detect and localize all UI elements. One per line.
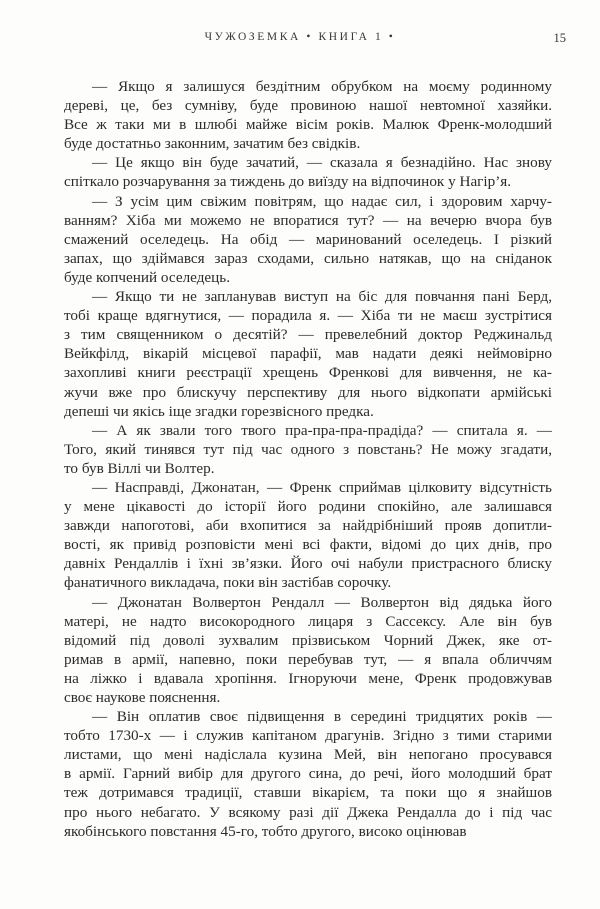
running-title: ЧУЖОЗЕМКА • КНИГА 1 • [204, 31, 396, 43]
text-line: тобто 1730-х — і служив капітаном драгунів. Згідно з тими старими [64, 727, 552, 745]
text-line: Все ж таки ми в шлюбі майже вісім років. Малюк Френк-молодший [64, 116, 552, 134]
text-line: листами, що мені надіслала кузина Мей, він непогано просувався [64, 746, 552, 764]
text-line: фанатичного викладача, поки він застібав сорочку. [64, 574, 392, 592]
text-line: запах, що здіймався зараз сходами, сильно натякав, що на сніданок [64, 249, 552, 267]
text-line: — Джонатан Волвертон Рендалл — Волвертон від дядька його [92, 593, 552, 611]
text-line: матері, не надто високородного лицаря з Сассексу. Але він був [64, 612, 552, 630]
paragraph [64, 192, 552, 287]
text-line: своє наукове пояснення. [64, 689, 221, 706]
text-block [64, 77, 552, 841]
text-line: — Це якщо він буде зачатий, — сказала я безнадійно. Нас знову [92, 154, 552, 172]
text-line: — А як звали того твого пра-пра-пра-прадіда? — спитала я. — [92, 421, 552, 439]
text-line: ванням? Хіба ми можемо не впоратися тут? — на вечерю вчора був [64, 211, 552, 229]
text-line: відомий під доволі зухвалим прізвиськом Чорний Джек, яке от- [64, 631, 552, 649]
text-line: у мене цікавості до історії його родини спокійно, але залишався [64, 498, 552, 516]
text-line: про нього небагато. У всякому разі дії Джека Рендалла до і під час [64, 803, 552, 821]
text-line: то був Віллі чи Волтер. [64, 459, 215, 477]
text-line: захопливі книги реєстрації хрещень Френкові для вивчення, не ка- [64, 364, 552, 382]
text-line: — Він оплатив своє підвищення в середині тридцятих років — [92, 708, 552, 726]
text-line: — Якщо я залишуся бездітним обрубком на моєму родинному [92, 78, 552, 95]
text-line: жучи вже про блискучу перспективу для нього відкопати армійські [64, 383, 552, 401]
text-line: якобінського повстання 45-го, тобто другого, високо оцінював [64, 822, 467, 840]
text-line: депеші чи якісь іще згадки горезвісного предка. [64, 402, 374, 420]
paragraph [64, 478, 552, 593]
text-line: — Насправді, Джонатан, — Френк сприймав цілковиту відсутність [92, 478, 552, 496]
running-head [64, 31, 566, 47]
paragraph [64, 153, 552, 191]
text-line: римав в армії, напевно, поки перебував тут, — я впала обличчям [64, 650, 552, 668]
text-line: теж дотримався традиції, ставши вікарієм, та поки що я знайшов [64, 784, 552, 802]
text-line: смажений оселедець. На обід — маринований оселедець. І різкий [64, 230, 552, 248]
text-line: Вейкфілд, вікарій місцевої парафії, мав надати деякі неймовірно [64, 345, 552, 363]
paragraph [64, 707, 552, 841]
paragraph [64, 287, 552, 421]
text-line: в армії. Гарний вибір для другого сина, до речі, його молодший брат [64, 765, 552, 783]
text-line: — Якщо ти не запланував виступ на біс для повчання пані Берд, [92, 288, 552, 306]
text-line: давніх Рендаллів і їхні зв’язки. Його очі набули пристрасного блиску [64, 555, 552, 573]
paragraph [64, 593, 552, 708]
paragraph [64, 77, 552, 153]
text-line: тобі краще вдягнутися, — порадила я. — Хіба ти не маєш зустрітися [64, 307, 552, 325]
text-line: — З усім цим свіжим повітрям, що надає сил, і здоровим харчу- [92, 192, 552, 210]
text-line: завжди напоготові, аби вхопитися за найдрібніший прояв допитли- [64, 517, 552, 535]
paragraph [64, 421, 552, 478]
page-number: 15 [553, 31, 566, 45]
text-line: на ліжко і вдавала хропіння. Ігноруючи мене, Френк продовжував [64, 669, 552, 687]
text-line: Того, який тинявся тут під час одного з повстань? Не можу згадати, [64, 440, 552, 458]
text-line: вості, як привід розповісти мені всі факти, відомі до цих днів, про [64, 536, 552, 554]
text-line: дереві, це, без сумніву, буде провиною нашої невтомної хазяйки. [64, 97, 552, 115]
text-line: з тим священником о десятій? — превелебний доктор Реджинальд [64, 326, 552, 344]
text-line: буде достатньо законним, зачатим без свідків. [64, 135, 361, 153]
text-line: буде копчений оселедець. [64, 268, 231, 286]
text-line: спіткало розчарування за тиждень до виїзду на відпочинок у Нагір’я. [64, 173, 512, 191]
